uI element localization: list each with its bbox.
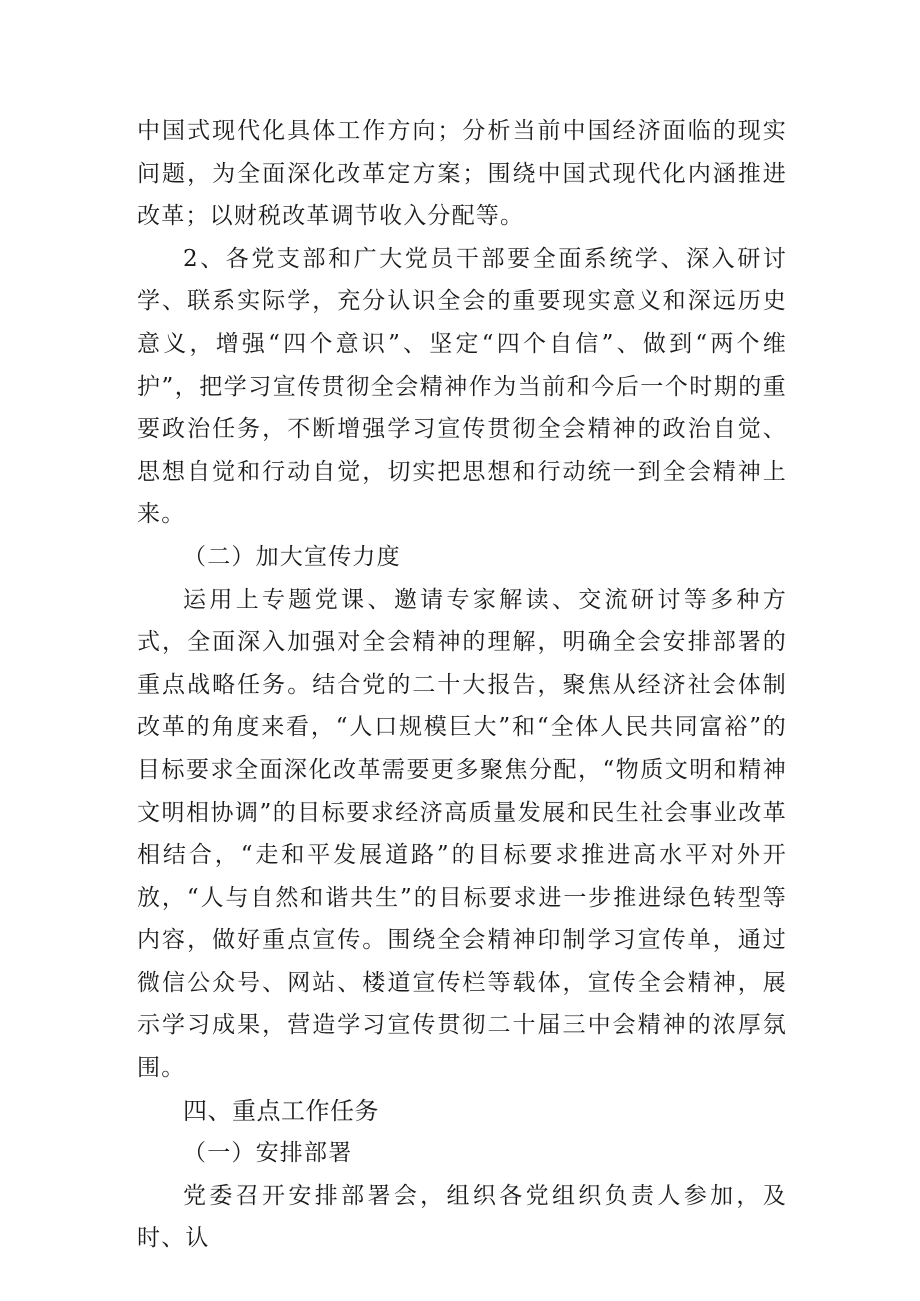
subheading-publicity: （二）加大宣传力度 [183,543,401,570]
paragraph-arrangement: 党委召开安排部署会，组织各党组织负责人参加，及时、认 [137,1182,787,1252]
paragraph-continuation: 中国式现代化具体工作方向；分析当前中国经济面临的现实问题，为全面深化改革定方案；围绕中国式现代化内涵推进改革；以财税改革调节收入分配等。 [137,118,787,230]
subheading-arrangement: （一）安排部署 [183,1140,353,1167]
paragraph-item-2: 2、各党支部和广大党员干部要全面系统学、深入研讨学、联系实际学，充分认识全会的重要现实意义和深远历史意义，增强“四个意识”、坚定“四个自信”、做到“两个维护”，把学习宣传贯彻全会精神作为当前和今后一个时期的重要政治任务，不断增强学习宣传贯彻全会精神的政治自觉、思想自觉和行动自觉，切实把思想和行动统一到全会精神上来。 [137,245,787,528]
paragraph-publicity: 运用上专题党课、邀请专家解读、交流研讨等多种方式，全面深入加强对全会精神的理解，明确全会安排部署的重点战略任务。结合党的二十大报告，聚焦从经济社会体制改革的角度来看，“人口规模巨大”和“全体人民共同富裕”的目标要求全面深化改革需要更多聚焦分配，“物质文明和精神文明相协调”的目标要求经济高质量发展和民生社会事业改革相结合，“走和平发展道路”的目标要求推进高水平对外开放，“人与自然和谐共生”的目标要求进一步推进绿色转型等内容，做好重点宣传。围绕全会精神印制学习宣传单，通过微信公众号、网站、楼道宣传栏等载体，宣传全会精神，展示学习成果，营造学习宣传贯彻二十届三中会精神的浓厚氛围。 [137,586,787,1082]
document-body [137,110,787,1260]
section-heading-key-tasks: 四、重点工作任务 [183,1096,379,1125]
